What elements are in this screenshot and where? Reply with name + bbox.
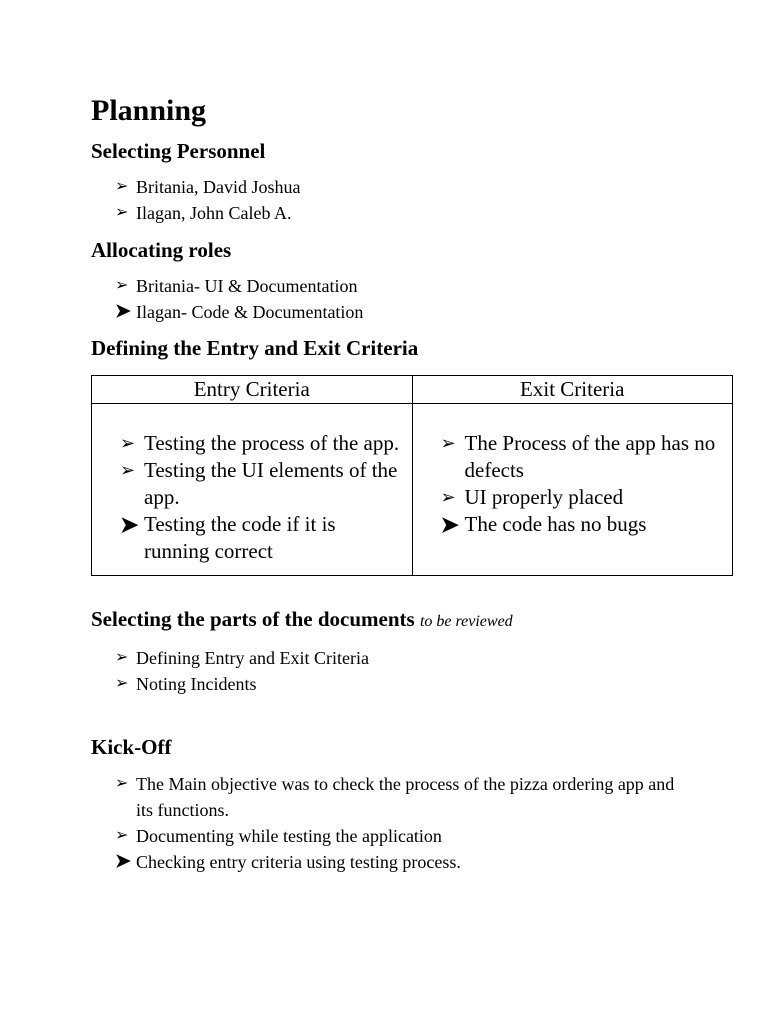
arrow-bullet-icon: ➢ <box>115 277 129 294</box>
list-item: ➤ Checking entry criteria using testing process. <box>115 849 675 875</box>
arrow-bullet-icon: ➤ <box>115 301 131 322</box>
kickoff-heading: Kick-Off <box>91 735 172 759</box>
arrow-bullet-icon: ➢ <box>115 204 129 221</box>
list-item: ➢ Britania, David Joshua <box>115 174 733 200</box>
arrow-bullet-icon: ➤ <box>120 512 139 537</box>
criteria-table <box>91 375 733 576</box>
list-item: ➢ The Process of the app has no defects <box>440 431 716 482</box>
allocating-roles-heading: Allocating roles <box>91 238 232 262</box>
arrow-bullet-icon: ➢ <box>115 675 129 692</box>
list-item: ➢ Documenting while testing the application <box>115 823 675 849</box>
entry-criteria-list <box>120 430 402 565</box>
list-item: ➢ The Main objective was to check the process of the pizza ordering app and its functions. <box>115 771 675 823</box>
arrow-bullet-icon: ➢ <box>120 460 136 480</box>
arrow-bullet-icon: ➢ <box>115 827 129 844</box>
list-item: ➢ UI properly placed <box>440 485 624 509</box>
list-item: ➤ Testing the code if it is running correct <box>120 512 336 563</box>
roles-list <box>91 273 733 325</box>
criteria-heading: Defining the Entry and Exit Criteria <box>91 336 419 360</box>
documents-heading: Selecting the parts of the documents to be reviewed <box>91 607 513 631</box>
personnel-list <box>91 174 733 226</box>
entry-criteria-cell <box>92 404 413 576</box>
arrow-bullet-icon: ➢ <box>115 178 129 195</box>
list-item: ➢ Noting Incidents <box>115 671 733 697</box>
documents-list <box>91 645 733 697</box>
arrow-bullet-icon: ➤ <box>440 512 459 537</box>
page-title: Planning <box>91 94 207 127</box>
list-item: ➢ Ilagan, John Caleb A. <box>115 200 733 226</box>
arrow-bullet-icon: ➤ <box>115 851 131 872</box>
document-page <box>91 93 733 875</box>
arrow-bullet-icon: ➢ <box>115 649 129 666</box>
arrow-bullet-icon: ➢ <box>115 775 129 792</box>
selecting-personnel-heading: Selecting Personnel <box>91 139 266 163</box>
entry-criteria-header: Entry Criteria <box>92 376 413 404</box>
arrow-bullet-icon: ➢ <box>120 433 136 453</box>
list-item: ➤ The code has no bugs <box>440 512 647 537</box>
list-item: ➤ Ilagan- Code & Documentation <box>115 299 733 325</box>
list-item: ➢ Testing the UI elements of the app. <box>120 458 398 509</box>
list-item: ➢ Testing the process of the app. <box>120 431 400 455</box>
exit-criteria-cell <box>412 404 733 576</box>
arrow-bullet-icon: ➢ <box>440 433 456 453</box>
exit-criteria-list <box>441 430 723 538</box>
list-item: ➢ Defining Entry and Exit Criteria <box>115 645 733 671</box>
arrow-bullet-icon: ➢ <box>440 487 456 507</box>
list-item: ➢ Britania- UI & Documentation <box>115 273 733 299</box>
exit-criteria-header: Exit Criteria <box>412 376 733 404</box>
kickoff-list <box>91 771 675 875</box>
documents-heading-note: to be reviewed <box>419 613 513 630</box>
